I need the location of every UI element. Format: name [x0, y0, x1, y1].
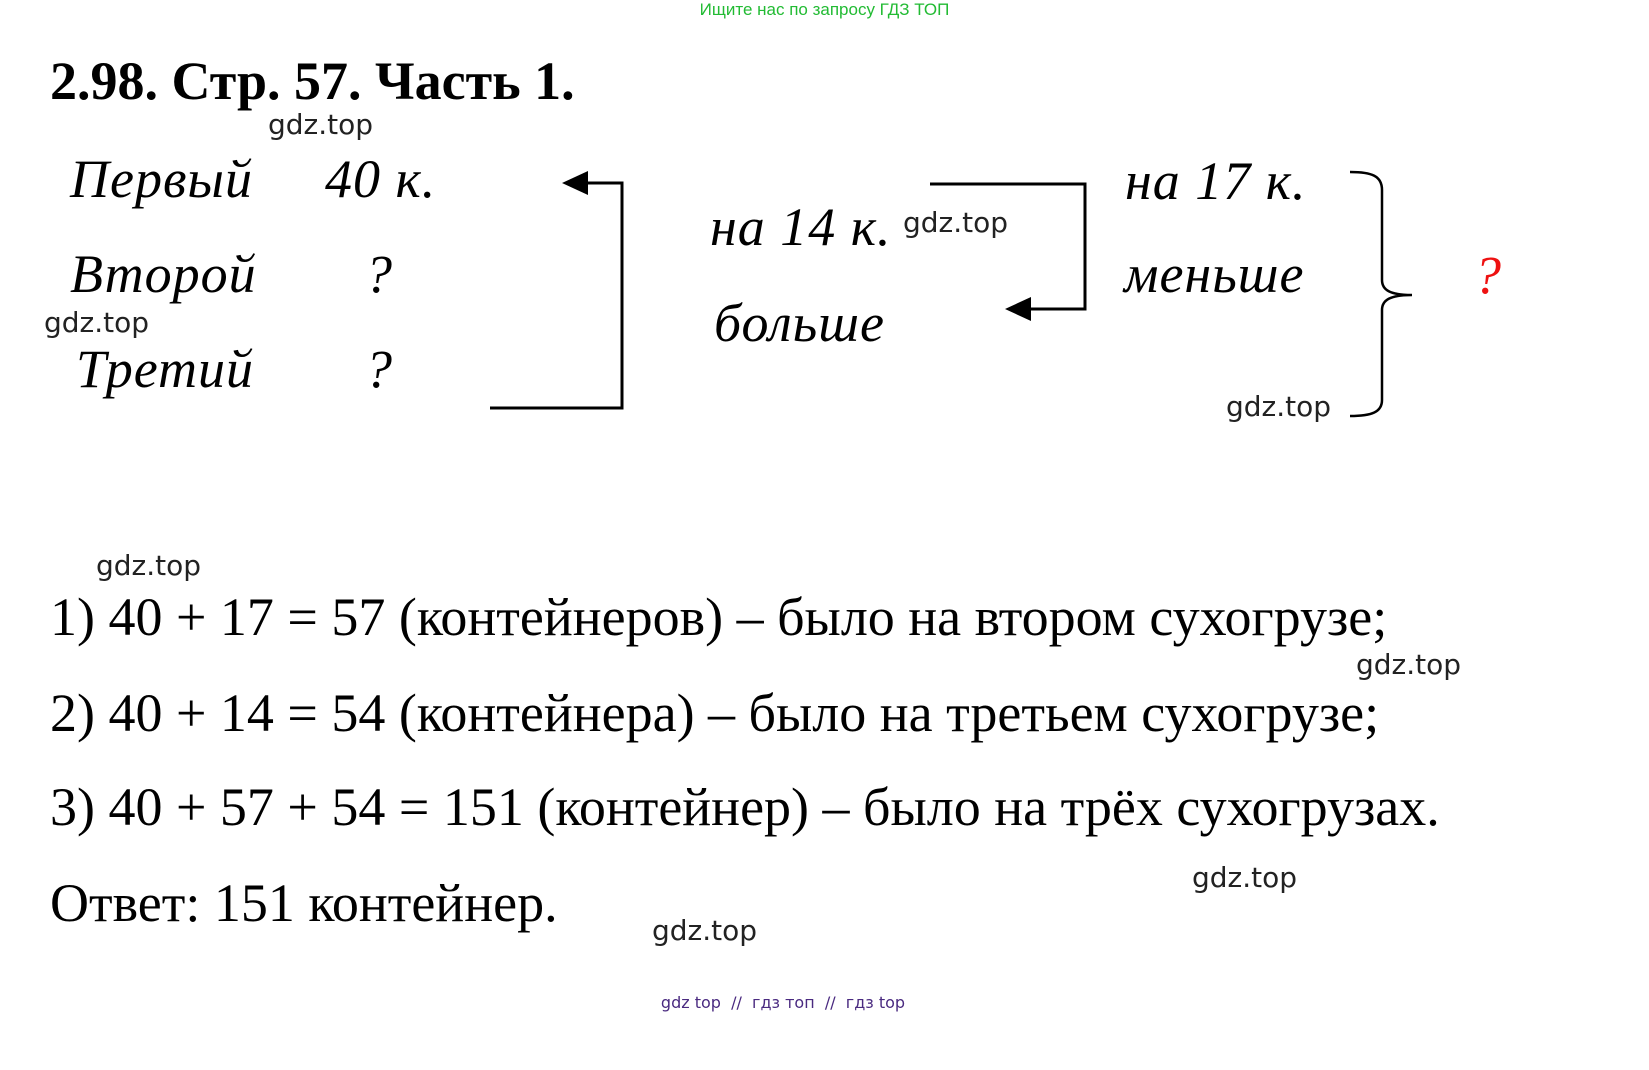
- row-label-second: Второй: [70, 244, 257, 304]
- curly-brace-icon: [1350, 172, 1412, 416]
- row-value-third: ?: [365, 339, 393, 399]
- arrow-left-icon: [1005, 297, 1031, 321]
- row-value-first: 40 к.: [325, 149, 437, 209]
- watermark: gdz.top: [1356, 648, 1462, 681]
- solution-step-3: 3) 40 + 57 + 54 = 151 (контейнер) – было на трёх сухогрузах.: [50, 777, 1440, 837]
- right-bottom-label: меньше: [1124, 244, 1305, 304]
- footer-watermark: gdz top // гдз топ // гдз top: [660, 993, 906, 1012]
- watermark: gdz.top: [1192, 861, 1298, 894]
- left-connector-line: [490, 183, 622, 408]
- page-title: 2.98. Стр. 57. Часть 1.: [50, 51, 575, 111]
- watermark: gdz.top: [652, 914, 758, 947]
- row-label-third: Третий: [76, 339, 254, 399]
- middle-bottom-label: больше: [714, 293, 885, 353]
- watermark: gdz.top: [96, 549, 202, 582]
- watermark: gdz.top: [268, 108, 374, 141]
- right-connector-line: [930, 184, 1085, 309]
- total-question-mark: ?: [1474, 245, 1502, 305]
- solution-step-2: 2) 40 + 14 = 54 (контейнера) – было на третьем сухогрузе;: [50, 683, 1380, 743]
- top-banner: Ищите нас по запросу ГДЗ ТОП: [699, 0, 950, 19]
- watermark: gdz.top: [1226, 390, 1332, 423]
- arrow-left-icon: [562, 171, 588, 195]
- row-value-second: ?: [365, 244, 393, 304]
- middle-top-label: на 14 к.: [710, 197, 892, 257]
- right-top-label: на 17 к.: [1125, 151, 1307, 211]
- answer: Ответ: 151 контейнер.: [50, 873, 558, 933]
- solution-step-1: 1) 40 + 17 = 57 (контейнеров) – было на втором сухогрузе;: [50, 587, 1388, 647]
- watermark: gdz.top: [44, 306, 150, 339]
- watermark: gdz.top: [903, 206, 1009, 239]
- row-label-first: Первый: [70, 149, 253, 209]
